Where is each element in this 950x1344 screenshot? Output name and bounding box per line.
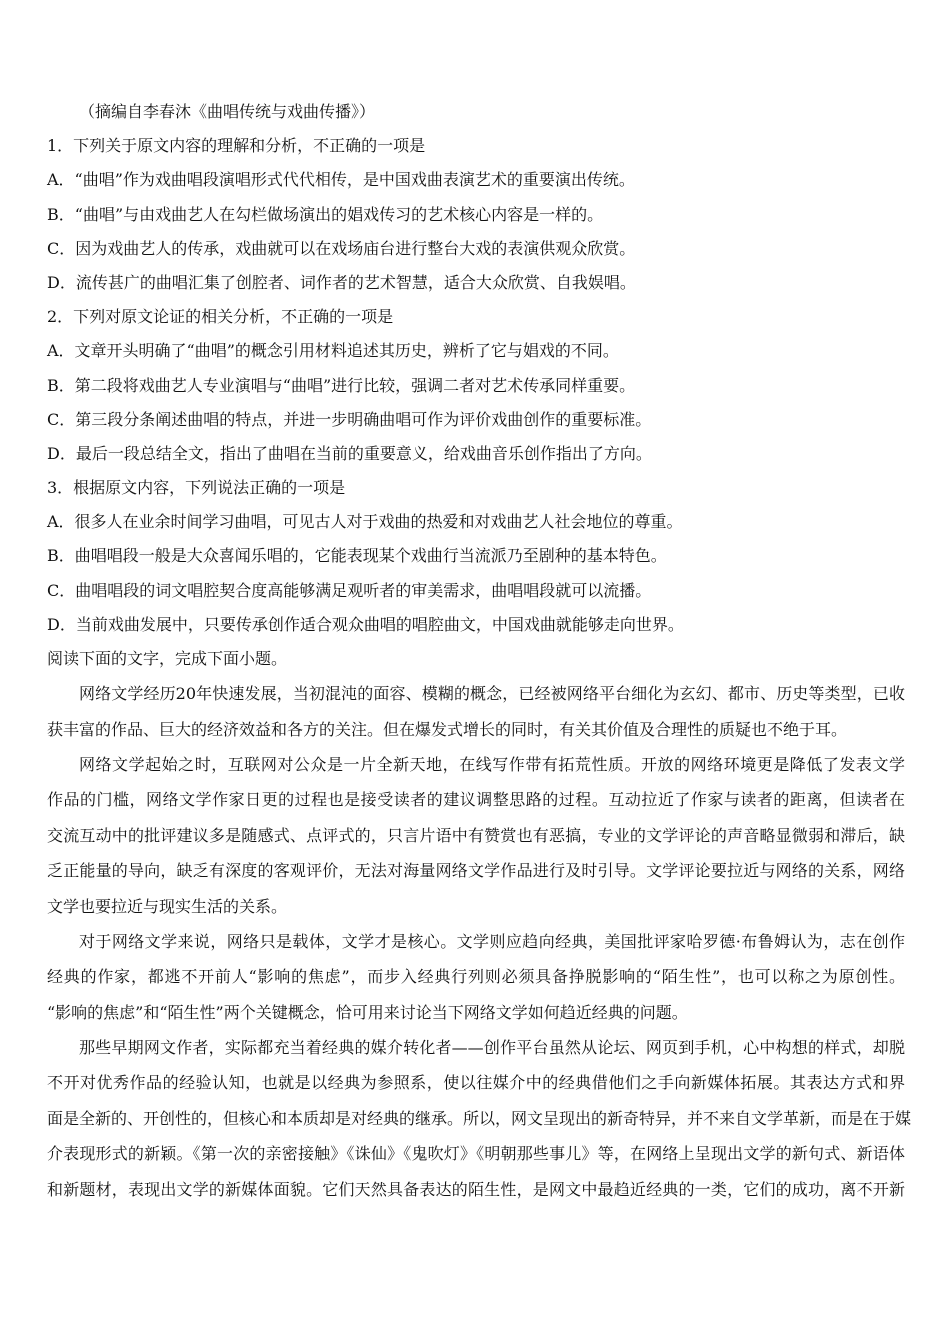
- question-option: C．曲唱唱段的词文唱腔契合度高能够满足观听者的审美需求，曲唱唱段就可以流播。: [47, 580, 652, 600]
- question-option: B．“曲唱”与由戏曲艺人在勾栏做场演出的娼戏传习的艺术核心内容是一样的。: [47, 204, 604, 224]
- question-option: A．“曲唱”作为戏曲唱段演唱形式代代相传，是中国戏曲表演艺术的重要演出传统。: [47, 170, 635, 190]
- passage-line: 网络文学起始之时，互联网对公众是一片全新天地，在线写作带有拓荒性质。开放的网络环境更是降低了发表文学: [79, 754, 905, 774]
- question-option: D．最后一段总结全文，指出了曲唱在当前的重要意义，给戏曲音乐创作指出了方向。: [47, 443, 652, 463]
- question-stem: 2．下列对原文论证的相关分析，不正确的一项是: [47, 307, 394, 327]
- passage: [47, 676, 912, 1207]
- question-option: D．流传甚广的曲唱汇集了创腔者、词作者的艺术智慧，适合大众欣赏、自我娱唱。: [47, 272, 636, 292]
- passage-line: 文学也要拉近与现实生活的关系。: [47, 896, 288, 916]
- passage-line: 那些早期网文作者，实际都充当着经典的媒介转化者——创作平台虽然从论坛、网页到手机，心中构想的样式，却脱: [79, 1038, 905, 1058]
- citation: （摘编自李春沐《曲唱传统与戏曲传播》）: [79, 102, 376, 121]
- passage-line: 和新题材，表现出文学的新媒体面貌。它们天然具备表达的陌生性，是网文中最趋近经典的一类，它们的成功，离不开新: [47, 1179, 905, 1199]
- question-option: C．第三段分条阐述曲唱的特点，并进一步明确曲唱可作为评价戏曲创作的重要标准。: [47, 409, 652, 429]
- questions-section: [47, 129, 905, 642]
- question-option: B．曲唱唱段一般是大众喜闻乐唱的，它能表现某个戏曲行当流派乃至剧种的基本特色。: [47, 546, 667, 566]
- question-option: D．当前戏曲发展中，只要传承创作适合观众曲唱的唱腔曲文，中国戏曲就能够走向世界。: [47, 614, 684, 634]
- question-option: A．很多人在业余时间学习曲唱，可见古人对于戏曲的热爱和对戏曲艺人社会地位的尊重。: [47, 512, 683, 532]
- question-option: C．因为戏曲艺人的传承，戏曲就可以在戏场庙台进行整台大戏的表演供观众欣赏。: [47, 238, 636, 258]
- passage-line: 网络文学经历20年快速发展，当初混沌的面容、模糊的概念，已经被网络平台细化为玄幻、都市、历史等类型，已收: [79, 684, 905, 704]
- question-option: B．第二段将戏曲艺人专业演唱与“曲唱”进行比较，强调二者对艺术传承同样重要。: [47, 375, 636, 395]
- passage-line: 对于网络文学来说，网络只是载体，文学才是核心。文学则应趋向经典，美国批评家哈罗德·布鲁姆认为，志在创作: [79, 931, 905, 951]
- reading-instruction: 阅读下面的文字，完成下面小题。: [47, 649, 288, 668]
- passage-line: 面是全新的、开创性的，但核心和本质却是对经典的继承。所以，网文呈现出的新奇特异，并不来自文学革新，而是在于媒: [47, 1108, 912, 1128]
- question-stem: 3．根据原文内容，下列说法正确的一项是: [47, 478, 346, 498]
- passage-line: 获丰富的作品、巨大的经济效益和各方的关注。但在爆发式增长的同时，有关其价值及合理性的质疑也不绝于耳。: [47, 719, 848, 739]
- passage-line: 乏正能量的导向，缺乏有深度的客观评价，无法对海量网络文学作品进行及时引导。文学评论要拉近与网络的关系，网络: [47, 861, 905, 881]
- passage-line: “影响的焦虑”和“陌生性”两个关键概念，恰可用来讨论当下网络文学如何趋近经典的问题。: [47, 1002, 688, 1022]
- passage-line: 经典的作家，都逃不开前人“影响的焦虑”，而步入经典行列则必须具备挣脱影响的“陌生性”，也可以称之为原创性。: [47, 967, 905, 987]
- question-stem: 1．下列关于原文内容的理解和分析，不正确的一项是: [47, 136, 426, 156]
- passage-line: 作品的门槛，网络文学作家日更的过程也是接受读者的建议调整思路的过程。互动拉近了作家与读者的距离，但读者在: [47, 790, 905, 810]
- passage-line: 不开对优秀作品的经验认知，也就是以经典为参照系，使以往媒介中的经典借他们之手向新媒体拓展。其表达方式和界: [47, 1073, 905, 1093]
- question-option: A．文章开头明确了“曲唱”的概念引用材料追述其历史，辨析了它与娼戏的不同。: [47, 341, 619, 361]
- passage-line: 交流互动中的批评建议多是随感式、点评式的，只言片语中有赞赏也有恶搞，专业的文学评论的声音略显微弱和滞后，缺: [47, 825, 905, 845]
- passage-line: 介表现形式的新颖。《第一次的亲密接触》《诛仙》《鬼吹灯》《明朝那些事儿》等，在网络上呈现出文学的新句式、新语体: [47, 1144, 905, 1164]
- document-page: [47, 95, 912, 1207]
